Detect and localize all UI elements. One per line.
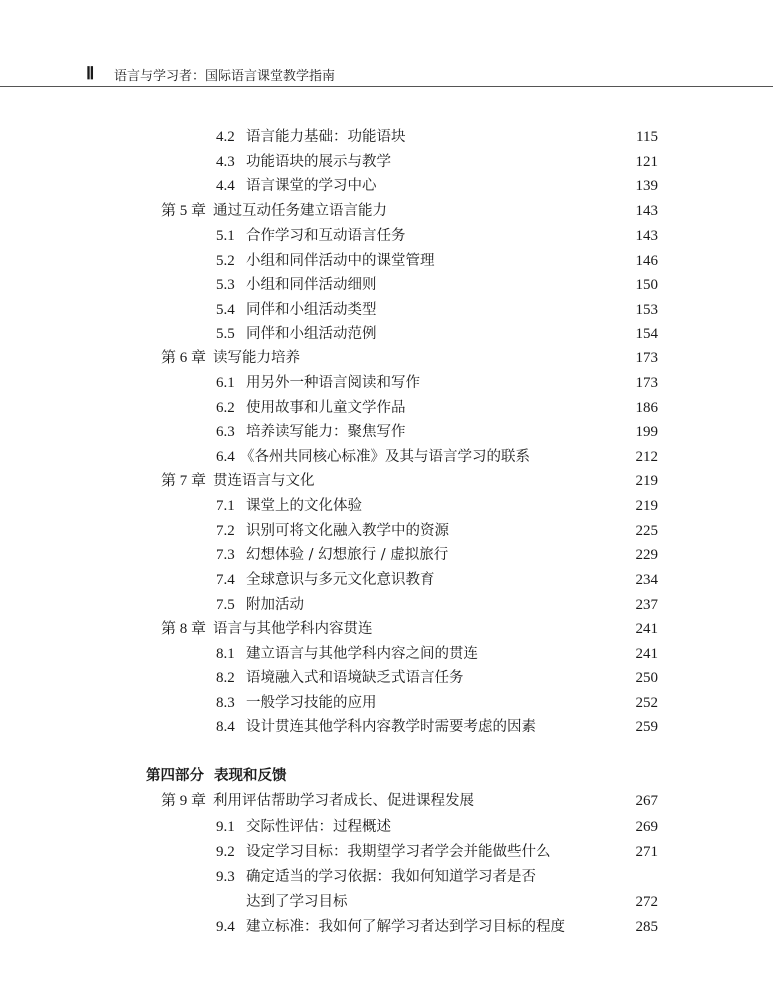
section-title: 使用故事和儿童文学作品 — [246, 400, 406, 416]
section-title: 建立标准：我如何了解学习者达到学习目标的程度 — [246, 919, 565, 935]
page-ref: 250 — [635, 670, 658, 686]
section-title: 识别可将文化融入教学中的资源 — [246, 523, 449, 539]
section-title: 附加活动 — [246, 597, 304, 613]
section-number: 5.3 — [216, 277, 235, 293]
section-title: 设定学习目标：我期望学习者学会并能做些什么 — [246, 844, 551, 860]
section-title: 全球意识与多元文化意识教育 — [246, 572, 435, 588]
page-ref: 259 — [635, 719, 658, 735]
chapter-number: 第 9 章 — [161, 793, 207, 809]
page-ref: 143 — [635, 228, 658, 244]
part-number: 第四部分 — [146, 767, 204, 784]
page-ref: 115 — [636, 129, 658, 145]
section-title: 培养读写能力：聚焦写作 — [246, 424, 406, 440]
page-ref: 121 — [635, 154, 658, 170]
page-number: Ⅱ — [86, 64, 94, 83]
page-ref: 237 — [635, 597, 658, 613]
section-title: 同伴和小组活动范例 — [246, 326, 377, 342]
page-ref: 219 — [635, 473, 658, 489]
chapter-title: 利用评估帮助学习者成长、促进课程发展 — [213, 793, 474, 809]
page-ref: 241 — [635, 621, 658, 637]
section-number: 6.1 — [216, 375, 235, 391]
header-rule — [0, 86, 773, 87]
page-ref: 234 — [635, 572, 658, 588]
chapter-title: 读写能力培养 — [213, 350, 300, 366]
section-title: 建立语言与其他学科内容之间的贯连 — [246, 646, 478, 662]
section-title: 语言能力基础：功能语块 — [246, 129, 406, 145]
section-number: 7.4 — [216, 572, 235, 588]
section-number: 8.4 — [216, 719, 235, 735]
section-title: 语境融入式和语境缺乏式语言任务 — [246, 670, 464, 686]
chapter-number: 第 7 章 — [161, 473, 207, 489]
section-number: 9.1 — [216, 819, 235, 835]
page-ref: 229 — [635, 547, 658, 563]
section-number: 6.2 — [216, 400, 235, 416]
page-ref: 269 — [635, 819, 658, 835]
page-ref: 219 — [635, 498, 658, 514]
section-title: 小组和同伴活动细则 — [246, 277, 377, 293]
page-ref: 241 — [635, 646, 658, 662]
section-title: 同伴和小组活动类型 — [246, 302, 377, 318]
page-ref: 150 — [635, 277, 658, 293]
section-number: 8.2 — [216, 670, 235, 686]
section-number: 7.1 — [216, 498, 235, 514]
running-head — [0, 60, 773, 86]
section-title-line-2: 达到了学习目标 — [246, 894, 348, 910]
page-ref: 199 — [635, 424, 658, 440]
section-number: 4.2 — [216, 129, 235, 145]
page-ref: 285 — [635, 919, 658, 935]
section-number: 7.3 — [216, 547, 235, 563]
section-number: 6.3 — [216, 424, 235, 440]
section-number: 7.2 — [216, 523, 235, 539]
chapter-number: 第 8 章 — [161, 621, 207, 637]
page-ref: 146 — [635, 253, 658, 269]
section-number: 5.2 — [216, 253, 235, 269]
section-title-line-1: 确定适当的学习依据：我如何知道学习者是否 — [246, 869, 536, 885]
chapter-number: 第 6 章 — [161, 350, 207, 366]
section-title: 幻想体验 / 幻想旅行 / 虚拟旅行 — [246, 547, 449, 563]
section-title: 合作学习和互动语言任务 — [246, 228, 406, 244]
page-ref: 143 — [635, 203, 658, 219]
section-number: 4.3 — [216, 154, 235, 170]
book-title: 语言与学习者：国际语言课堂教学指南 — [114, 69, 336, 84]
section-number: 5.5 — [216, 326, 235, 342]
section-title: 课堂上的文化体验 — [246, 498, 362, 514]
section-title: 交际性评估：过程概述 — [246, 819, 391, 835]
page-ref: 212 — [635, 449, 658, 465]
page-ref: 267 — [635, 793, 658, 809]
section-title: 一般学习技能的应用 — [246, 695, 377, 711]
chapter-title: 语言与其他学科内容贯连 — [213, 621, 373, 637]
page-ref: 186 — [635, 400, 658, 416]
page-ref: 173 — [635, 375, 658, 391]
page-ref: 252 — [635, 695, 658, 711]
page-ref: 225 — [635, 523, 658, 539]
section-title: 用另外一种语言阅读和写作 — [246, 375, 420, 391]
part-title: 表现和反馈 — [214, 767, 287, 784]
page-ref: 271 — [635, 844, 658, 860]
section-title: 设计贯连其他学科内容教学时需要考虑的因素 — [246, 719, 536, 735]
section-number: 8.3 — [216, 695, 235, 711]
section-number: 5.1 — [216, 228, 235, 244]
page-ref: 173 — [635, 350, 658, 366]
section-number: 9.3 — [216, 869, 235, 885]
section-title: 功能语块的展示与教学 — [246, 154, 391, 170]
chapter-number: 第 5 章 — [161, 203, 207, 219]
section-number: 5.4 — [216, 302, 235, 318]
section-title: 《各州共同核心标准》及其与语言学习的联系 — [240, 449, 530, 465]
section-number: 8.1 — [216, 646, 235, 662]
section-number: 7.5 — [216, 597, 235, 613]
section-number: 9.2 — [216, 844, 235, 860]
section-number: 6.4 — [216, 449, 235, 465]
section-title: 小组和同伴活动中的课堂管理 — [246, 253, 435, 269]
page-ref: 154 — [635, 326, 658, 342]
page-ref: 139 — [635, 178, 658, 194]
section-number: 4.4 — [216, 178, 235, 194]
section-number: 9.4 — [216, 919, 235, 935]
page-ref: 272 — [635, 894, 658, 910]
section-title: 语言课堂的学习中心 — [246, 178, 377, 194]
chapter-title: 贯连语言与文化 — [213, 473, 315, 489]
page-ref: 153 — [635, 302, 658, 318]
chapter-title: 通过互动任务建立语言能力 — [213, 203, 387, 219]
